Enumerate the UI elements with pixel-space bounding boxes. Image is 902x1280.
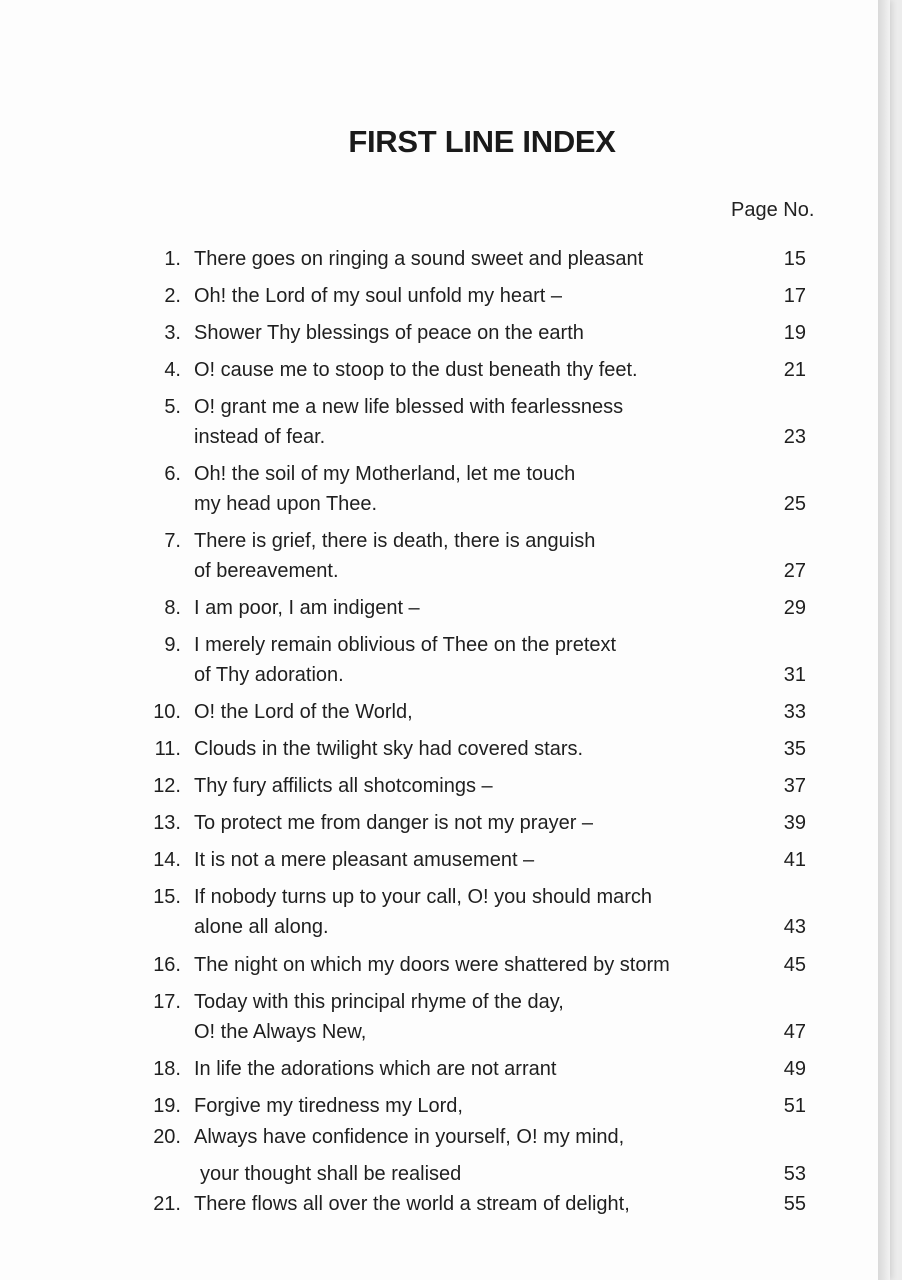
entry-first-line: Clouds in the twilight sky had covered stars. <box>194 738 584 760</box>
entry-continuation-line: of bereavement. <box>194 560 339 582</box>
entry-first-line: O! cause me to stoop to the dust beneath thy feet. <box>194 359 638 381</box>
entry-first-line: There flows all over the world a stream of delight, <box>194 1193 630 1215</box>
entry-number: 20. <box>153 1126 181 1148</box>
entry-page-number: 53 <box>783 1163 806 1185</box>
entry-first-line: O! grant me a new life blessed with fearlessness <box>194 396 624 418</box>
entry-first-line: To protect me from danger is not my prayer – <box>194 812 594 834</box>
entry-page-number: 49 <box>783 1058 806 1080</box>
entry-page-number: 19 <box>783 322 806 344</box>
entry-page-number: 37 <box>783 775 806 797</box>
entry-first-line: In life the adorations which are not arrant <box>194 1058 557 1080</box>
entry-continuation-line: O! the Always New, <box>194 1021 367 1043</box>
entry-page-number: 35 <box>783 738 806 760</box>
entry-page-number: 15 <box>783 248 806 270</box>
entry-first-line: Oh! the Lord of my soul unfold my heart – <box>194 285 562 307</box>
entry-page-number: 17 <box>783 285 806 307</box>
entry-first-line: Today with this principal rhyme of the day, <box>194 991 564 1013</box>
entry-number: 19. <box>153 1095 181 1117</box>
entry-number: 2. <box>164 285 181 307</box>
entry-page-number: 51 <box>783 1095 806 1117</box>
page-edge-shadow <box>878 0 890 1280</box>
entry-number: 4. <box>164 359 181 381</box>
entry-first-line: It is not a mere pleasant amusement – <box>194 849 535 871</box>
entry-page-number: 23 <box>783 426 806 448</box>
entry-number: 13. <box>153 812 181 834</box>
entry-continuation-line: of Thy adoration. <box>194 664 344 686</box>
entry-first-line: If nobody turns up to your call, O! you should march <box>194 886 653 908</box>
entry-page-number: 39 <box>783 812 806 834</box>
entry-number: 8. <box>164 597 181 619</box>
entry-page-number: 45 <box>783 954 806 976</box>
entry-page-number: 55 <box>783 1193 806 1215</box>
entry-page-number: 31 <box>783 664 806 686</box>
entry-number: 3. <box>164 322 181 344</box>
entry-number: 12. <box>153 775 181 797</box>
entry-number: 9. <box>164 634 181 656</box>
entry-continuation-line: my head upon Thee. <box>194 493 378 515</box>
entry-first-line: The night on which my doors were shattered by storm <box>194 954 670 976</box>
entry-first-line: Oh! the soil of my Motherland, let me touch <box>194 463 576 485</box>
entry-page-number: 43 <box>783 916 806 938</box>
entry-first-line: There goes on ringing a sound sweet and pleasant <box>194 248 644 270</box>
entry-number: 6. <box>164 463 181 485</box>
entry-first-line: I am poor, I am indigent – <box>194 597 420 619</box>
entry-continuation-line: your thought shall be realised <box>200 1163 462 1185</box>
entry-first-line: There is grief, there is death, there is anguish <box>194 530 596 552</box>
entry-page-number: 21 <box>783 359 806 381</box>
entry-page-number: 47 <box>783 1021 806 1043</box>
entry-number: 1. <box>164 248 181 270</box>
entry-number: 14. <box>153 849 181 871</box>
entry-number: 11. <box>154 738 181 760</box>
entry-first-line: Always have confidence in yourself, O! my mind, <box>194 1126 625 1148</box>
entry-first-line: Forgive my tiredness my Lord, <box>194 1095 463 1117</box>
entry-number: 17. <box>153 991 181 1013</box>
entry-page-number: 25 <box>783 493 806 515</box>
entry-number: 15. <box>153 886 181 908</box>
entry-page-number: 41 <box>783 849 806 871</box>
entry-number: 5. <box>164 396 181 418</box>
entry-page-number: 29 <box>783 597 806 619</box>
entry-first-line: Shower Thy blessings of peace on the earth <box>194 322 584 344</box>
entry-first-line: O! the Lord of the World, <box>194 701 413 723</box>
entry-number: 21. <box>153 1193 181 1215</box>
entry-number: 7. <box>164 530 181 552</box>
entry-number: 16. <box>153 954 181 976</box>
entry-page-number: 27 <box>783 560 806 582</box>
entry-page-number: 33 <box>783 701 806 723</box>
entry-number: 10. <box>153 701 181 723</box>
entry-first-line: Thy fury affilicts all shotcomings – <box>194 775 493 797</box>
page-title: FIRST LINE INDEX <box>348 124 616 159</box>
entry-number: 18. <box>153 1058 181 1080</box>
page-number-column-header: Page No. <box>731 199 815 221</box>
entry-continuation-line: alone all along. <box>194 916 329 938</box>
entry-first-line: I merely remain oblivious of Thee on the pretext <box>194 634 617 656</box>
entry-continuation-line: instead of fear. <box>194 426 326 448</box>
